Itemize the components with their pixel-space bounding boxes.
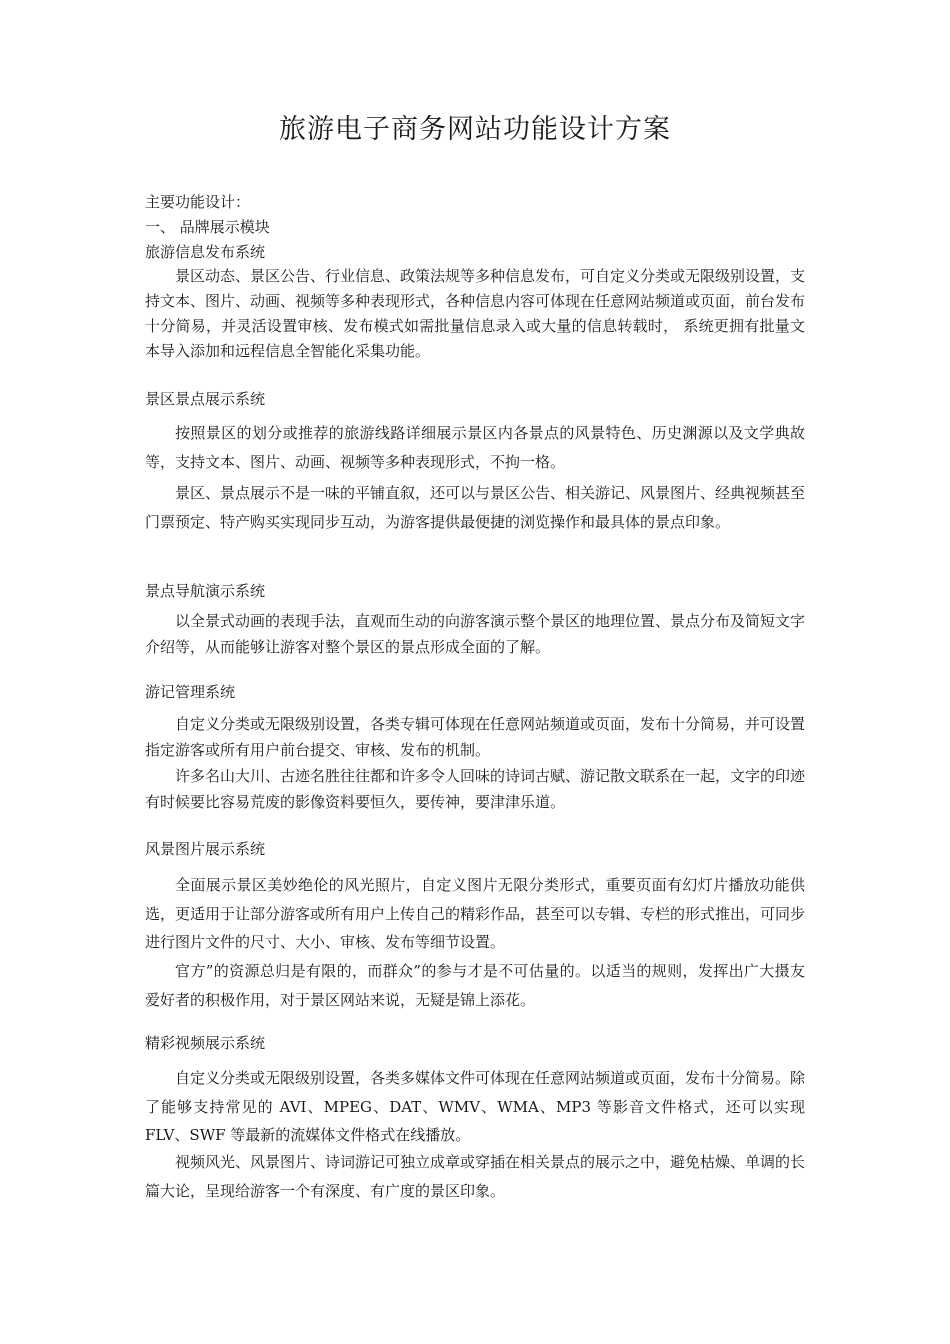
section-paragraph: 按照景区的划分或推荐的旅游线路详细展示景区内各景点的风景特色、历史渊源以及文学典故等，支持文本、图片、动画、视频等多种表现形式，不拘一格。 (145, 424, 805, 471)
section-heading-info-publish: 旅游信息发布系统 (145, 243, 266, 261)
section-heading-video-showcase: 精彩视频展示系统 (145, 1034, 266, 1052)
section-heading-scenic-spots: 景区景点展示系统 (145, 390, 266, 408)
section-paragraph: 视频风光、风景图片、诗词游记可独立成章或穿插在相关景点的展示之中，避免枯燥、单调的长篇大论，呈现给游客一个有深度、有广度的景区印象。 (145, 1153, 806, 1200)
section-paragraph: 自定义分类或无限级别设置，各类专辑可体现在任意网站频道或页面，发布十分简易，并可设置指定游客或所有用户前台提交、审核、发布的机制。 (145, 715, 806, 759)
section-paragraph: 官方”的资源总归是有限的，而群众”的参与才是不可估量的。以适当的规则，发挥出广大摄友爱好者的积极作用，对于景区网站来说，无疑是锦上添花。 (145, 962, 805, 1009)
section-paragraph: 全面展示景区美妙绝伦的风光照片，自定义图片无限分类形式，重要页面有幻灯片播放功能供选，更适用于让部分游客或所有用户上传自己的精彩作品，甚至可以专辑、专栏的形式推出，可同步进行图片文件的尺寸、大小、审核、发布等细节设置。 (145, 876, 806, 951)
section-paragraph: 景区、景点展示不是一味的平铺直叙，还可以与景区公告、相关游记、风景图片、经典视频甚至门票预定、特产购买实现同步互动，为游客提供最便捷的浏览操作和最具体的景点印象。 (145, 484, 806, 531)
section-heading-travelogue: 游记管理系统 (145, 683, 236, 701)
module-heading: 一、 品牌展示模块 (145, 218, 270, 236)
section-paragraph: 景区动态、景区公告、行业信息、政策法规等多种信息发布，可自定义分类或无限级别设置，支持文本、图片、动画、视频等多种表现形式，各种信息内容可体现在任意网站频道或页面，前台发布十分简易，并灵活设置审核、发布模式如需批量信息录入或大量的信息转载时， 系统更拥有批量文本导入添加和远程信息全智能化采集功能。 (145, 267, 806, 360)
document-title: 旅游电子商务网站功能设计方案 (279, 114, 671, 145)
section-heading-navigation-demo: 景点导航演示系统 (145, 582, 266, 600)
section-heading-scenery-photos: 风景图片展示系统 (145, 840, 266, 858)
section-paragraph: 许多名山大川、古迹名胜往往都和许多令人回味的诗词古赋、游记散文联系在一起，文字的印迹有时候要比容易荒废的影像资料要恒久，要传神，要津津乐道。 (145, 767, 806, 811)
intro-label: 主要功能设计： (145, 193, 251, 211)
section-paragraph: 以全景式动画的表现手法，直观而生动的向游客演示整个景区的地理位置、景点分布及简短文字介绍等，从而能够让游客对整个景区的景点形成全面的了解。 (145, 612, 806, 656)
section-paragraph: 自定义分类或无限级别设置，各类多媒体文件可体现在任意网站频道或页面，发布十分简易。除了能够支持常见的 AVI、MPEG、DAT、WMV、WMA、MP3 等影音文件格式，还可以实现 FLV、SWF 等最新的流媒体文件格式在线播放。 (145, 1069, 806, 1144)
